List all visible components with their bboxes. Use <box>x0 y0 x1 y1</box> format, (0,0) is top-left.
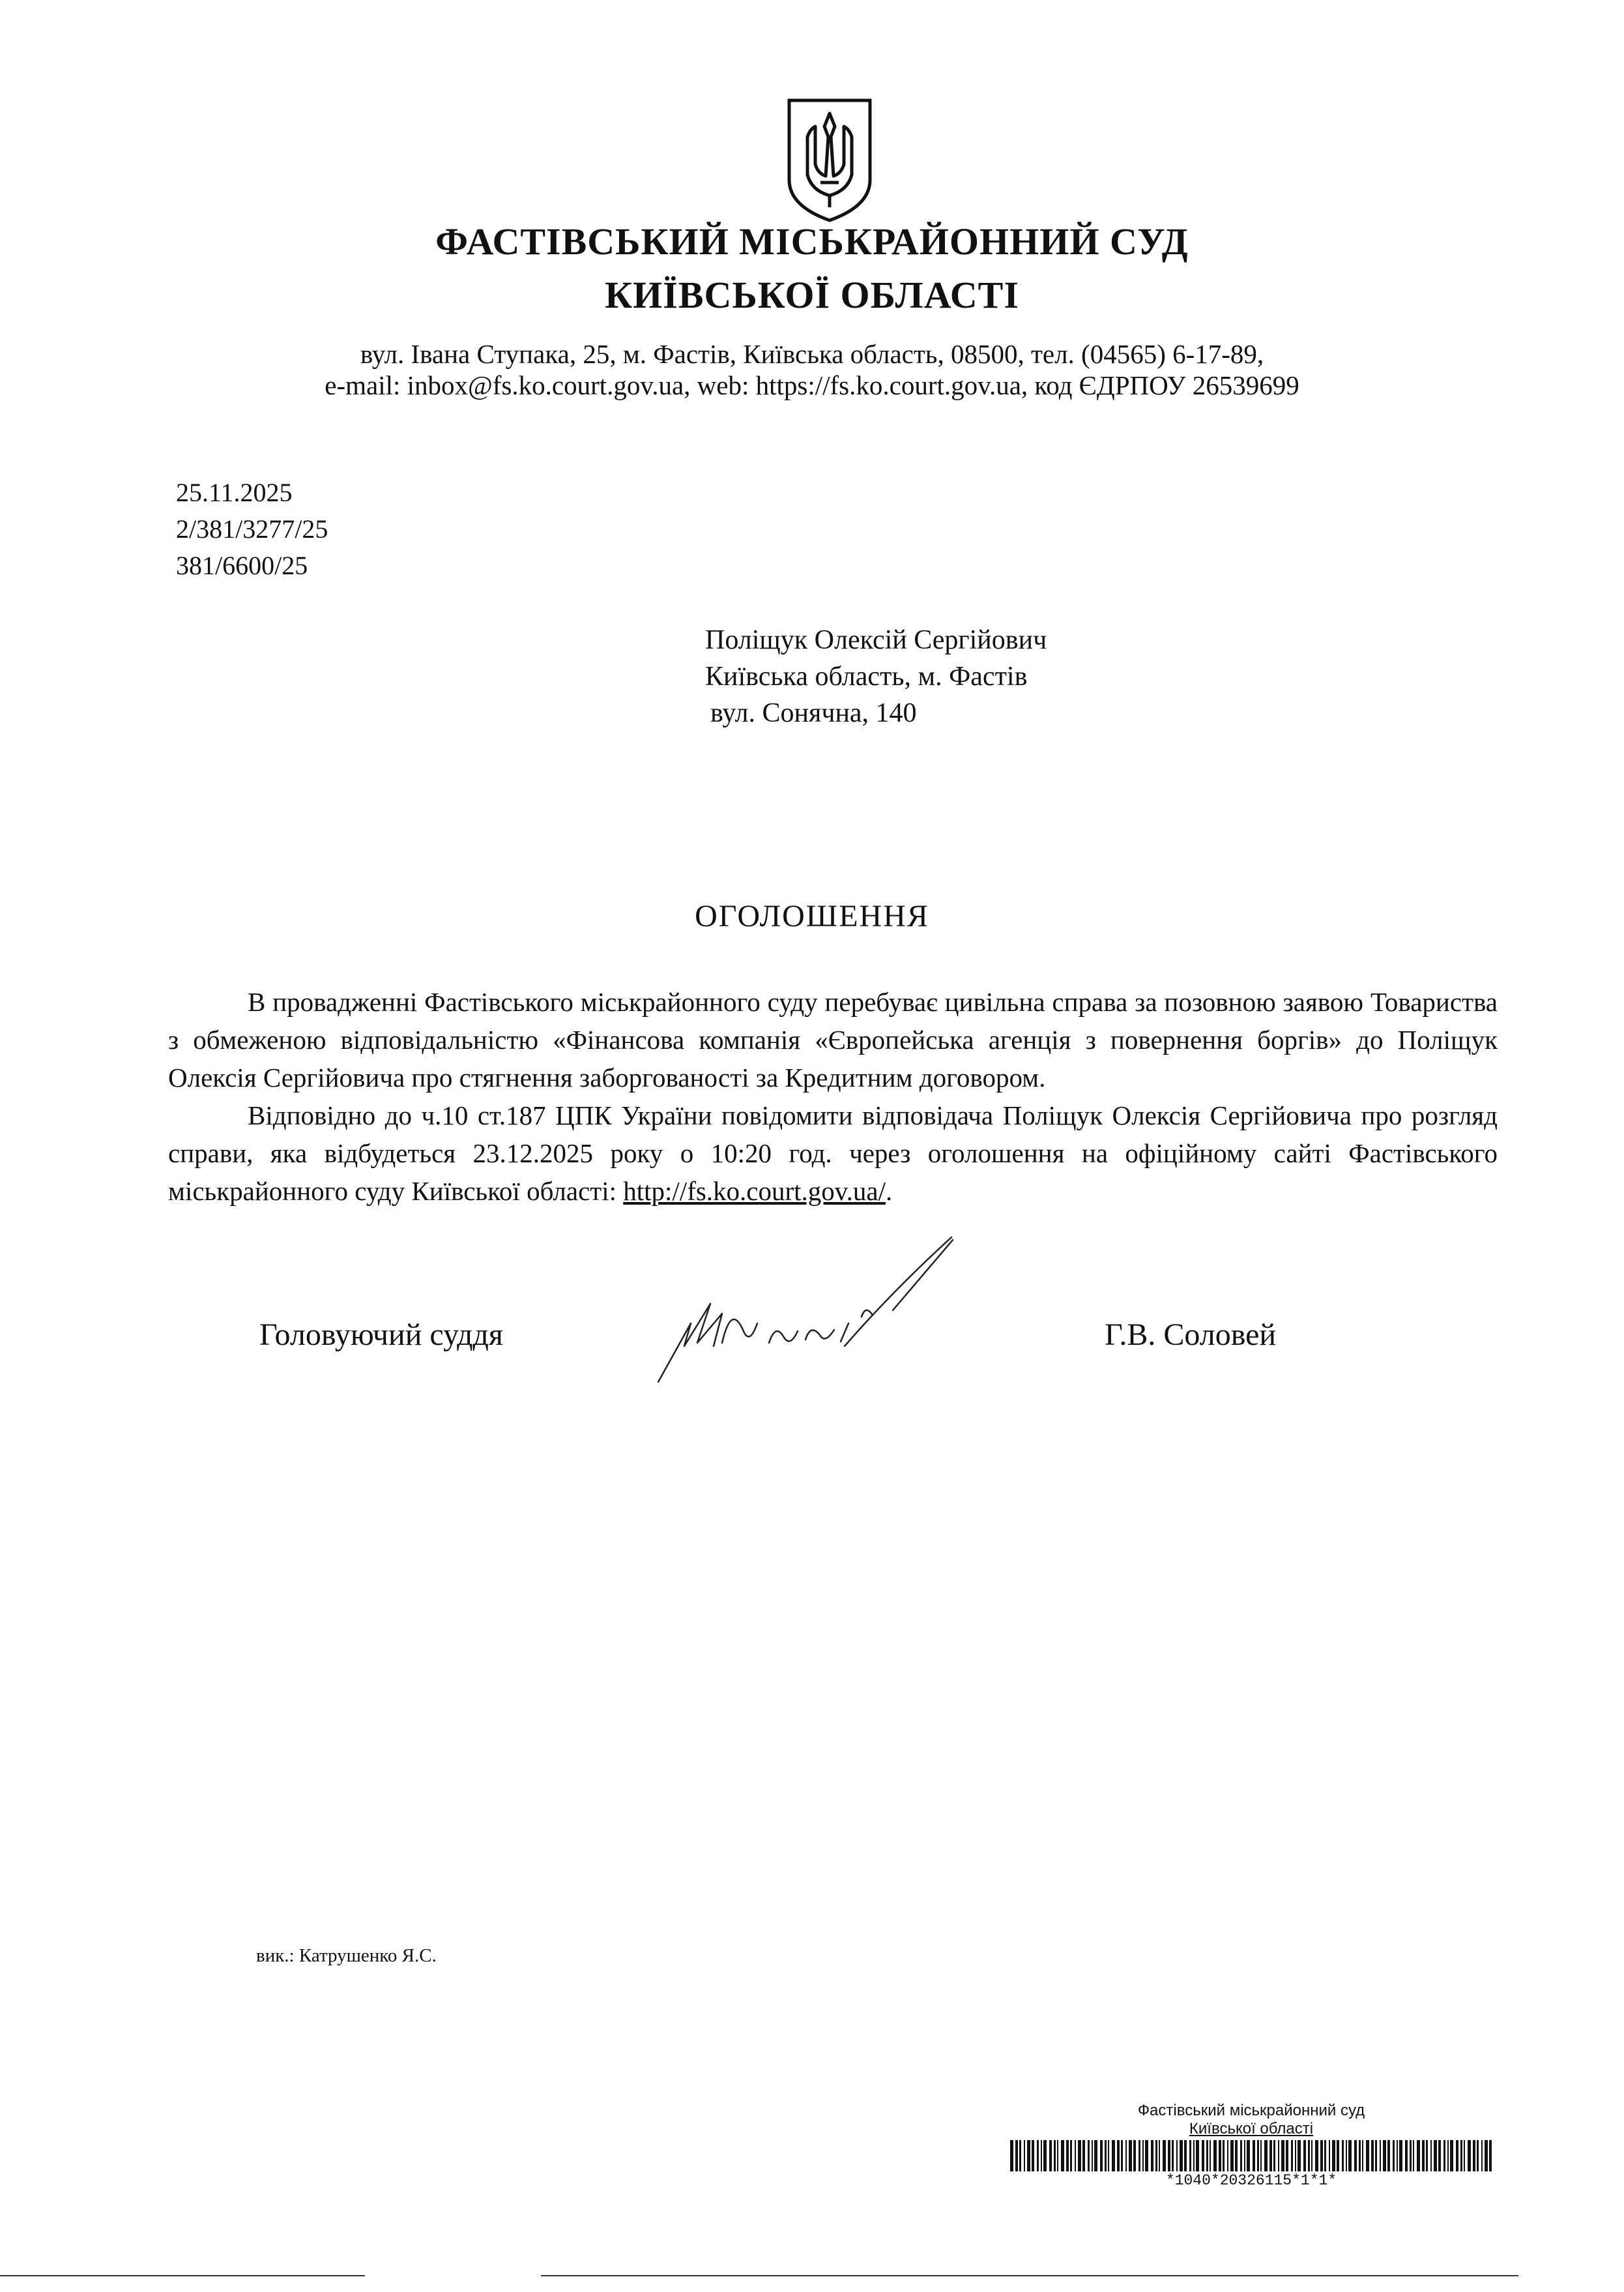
stamp-region: Київської області <box>1189 2120 1314 2138</box>
notice-paragraph-2 <box>168 1096 1498 1210</box>
court-name-line-2: КИЇВСЬКОЇ ОБЛАСТІ <box>605 274 1019 316</box>
handwritten-signature <box>645 1232 984 1388</box>
outgoing-number: 2/381/3277/25 <box>176 514 328 544</box>
case-number: 381/6600/25 <box>176 551 308 580</box>
registration-stamp <box>1010 2101 1492 2190</box>
document-date: 25.11.2025 <box>176 478 293 507</box>
footer-rule-left <box>0 2275 365 2276</box>
footer-rule-right <box>541 2275 1518 2276</box>
judge-name: Г.В. Соловей <box>1105 1317 1277 1352</box>
notice-paragraph-2-end: . <box>885 1176 893 1206</box>
coat-of-arms-icon <box>785 96 874 224</box>
notice-heading: ОГОЛОШЕННЯ <box>695 899 929 933</box>
barcode-number: *1040*20326115*1*1* <box>1165 2172 1337 2189</box>
barcode-icon <box>1010 2140 1492 2171</box>
recipient-name: Поліщук Олексій Сергійович <box>705 625 1047 655</box>
notice-body <box>168 983 1498 1210</box>
stamp-court-name: Фастівський міськрайонний суд <box>1137 2102 1365 2119</box>
executor-note: вик.: Катрушенко Я.С. <box>256 1945 437 1966</box>
recipient-region-city: Київська область, м. Фастів <box>705 662 1028 692</box>
signature-role: Головуючий суддя <box>259 1317 503 1352</box>
recipient-street: вул. Сонячна, 140 <box>710 698 917 728</box>
notice-paragraph-1: В провадженні Фастівського міськрайонного суду перебуває цивільна справа за позовною заявою Товариства з обмеженою відповідальністю «Фінансова компанія «Європейська агенція з повернення боргів» до Поліщук Олексія Сергійовича про стягнення заборгованості за Кредитним договором. <box>168 987 1498 1093</box>
notice-paragraph-2-text: Відповідно до ч.10 ст.187 ЦПК України повідомити відповідача Поліщук Олексія Сергійовича про розгляд справи, яка відбудеться 23.12.2025 року о 10:20 год. через оголошення на офіційному сайті Фастівського міськрайонного суду Київської області: <box>168 1100 1498 1206</box>
court-website-link[interactable]: http://fs.ko.court.gov.ua/ <box>623 1176 886 1206</box>
document-references <box>176 475 328 584</box>
recipient-block <box>705 622 1047 731</box>
court-address: вул. Івана Ступака, 25, м. Фастів, Київська область, 08500, тел. (04565) 6-17-89, <box>360 339 1264 369</box>
court-name-line-1: ФАСТІВСЬКИЙ МІСЬКРАЙОННИЙ СУД <box>435 220 1189 263</box>
court-contacts: e-mail: inbox@fs.ko.court.gov.ua, web: https://fs.ko.court.gov.ua, код ЄДРПОУ 26539699 <box>325 370 1299 400</box>
